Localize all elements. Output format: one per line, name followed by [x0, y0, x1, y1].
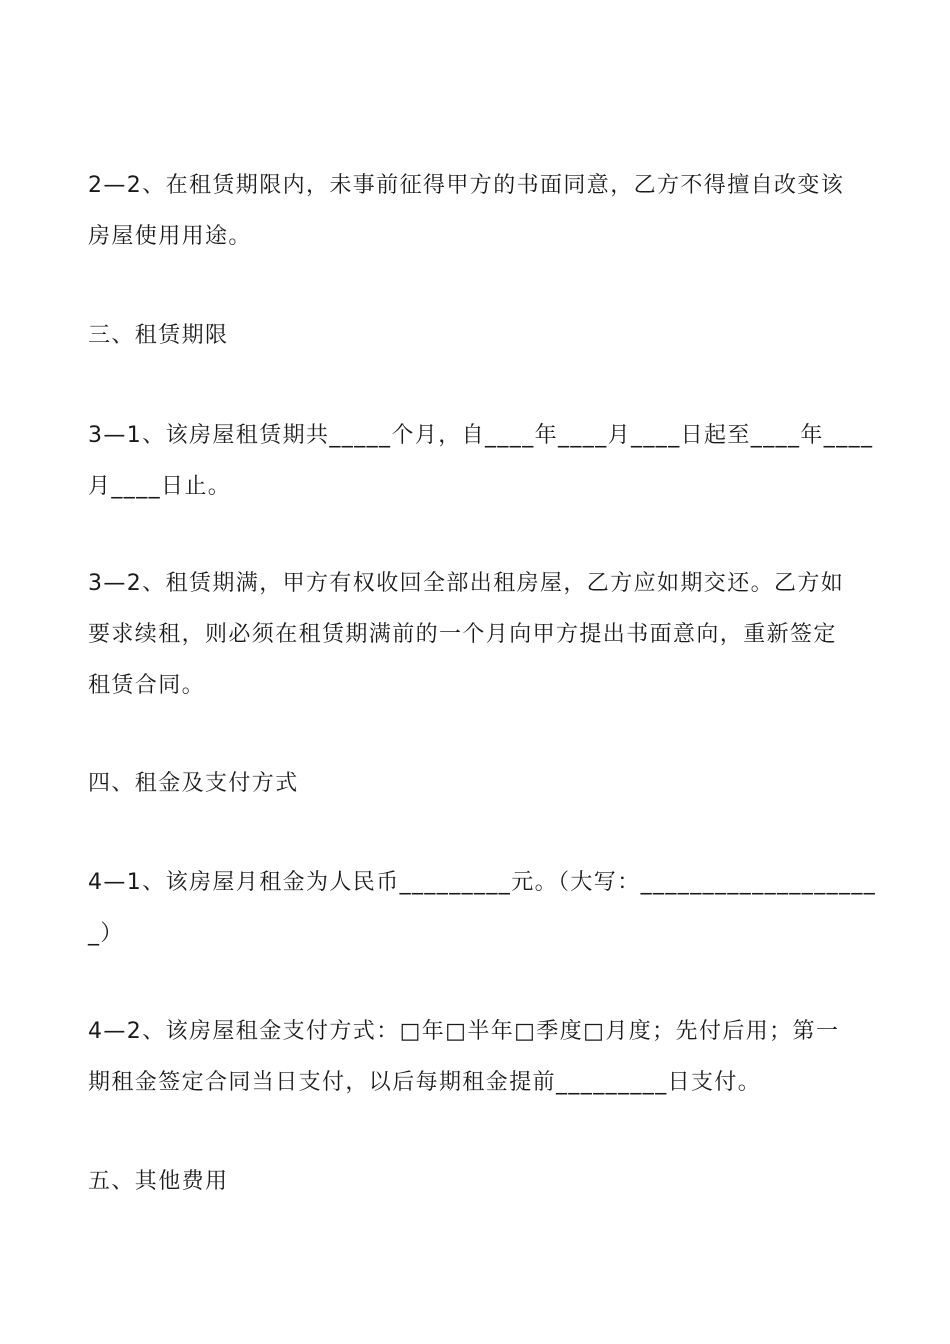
clause-4-2-line-1: 4—2、该房屋租金支付方式：□年□半年□季度□月度；先付后用；第一	[88, 1019, 840, 1044]
clause-3-2-line-2: 要求续租，则必须在租赁期满前的一个月向甲方提出书面意向，重新签定	[88, 622, 837, 647]
clause-4-1-line-1: 4—1、该房屋月租金为人民币_________元。（大写：___________________	[88, 870, 877, 895]
clause-3-1	[88, 410, 874, 512]
clause-3-2-line-3: 租赁合同。	[88, 673, 206, 698]
clause-3-2	[88, 558, 864, 711]
clause-4-1-line-2: _）	[88, 921, 124, 946]
clause-4-2	[88, 1006, 864, 1108]
clause-3-1-line-2: 月____日止。	[88, 474, 232, 499]
section-3-title: 三、租赁期限	[88, 323, 229, 348]
clause-2-2-line-1: 2—2、在租赁期限内，未事前征得甲方的书面同意，乙方不得擅自改变该	[88, 173, 845, 198]
clause-3-1-line-1: 3—1、该房屋租赁期共_____个月，自____年____月____日起至____年____	[88, 423, 874, 448]
clause-4-2-line-2: 期租金签定合同当日支付，以后每期租金提前_________日支付。	[88, 1070, 762, 1095]
clause-2-2	[88, 160, 864, 262]
section-4-title: 四、租金及支付方式	[88, 771, 299, 796]
clause-4-1	[88, 857, 877, 959]
section-5-title: 五、其他费用	[88, 1169, 229, 1194]
clause-2-2-line-2: 房屋使用用途。	[88, 224, 252, 249]
clause-3-2-line-1: 3—2、租赁期满，甲方有权收回全部出租房屋，乙方应如期交还。乙方如	[88, 571, 845, 596]
